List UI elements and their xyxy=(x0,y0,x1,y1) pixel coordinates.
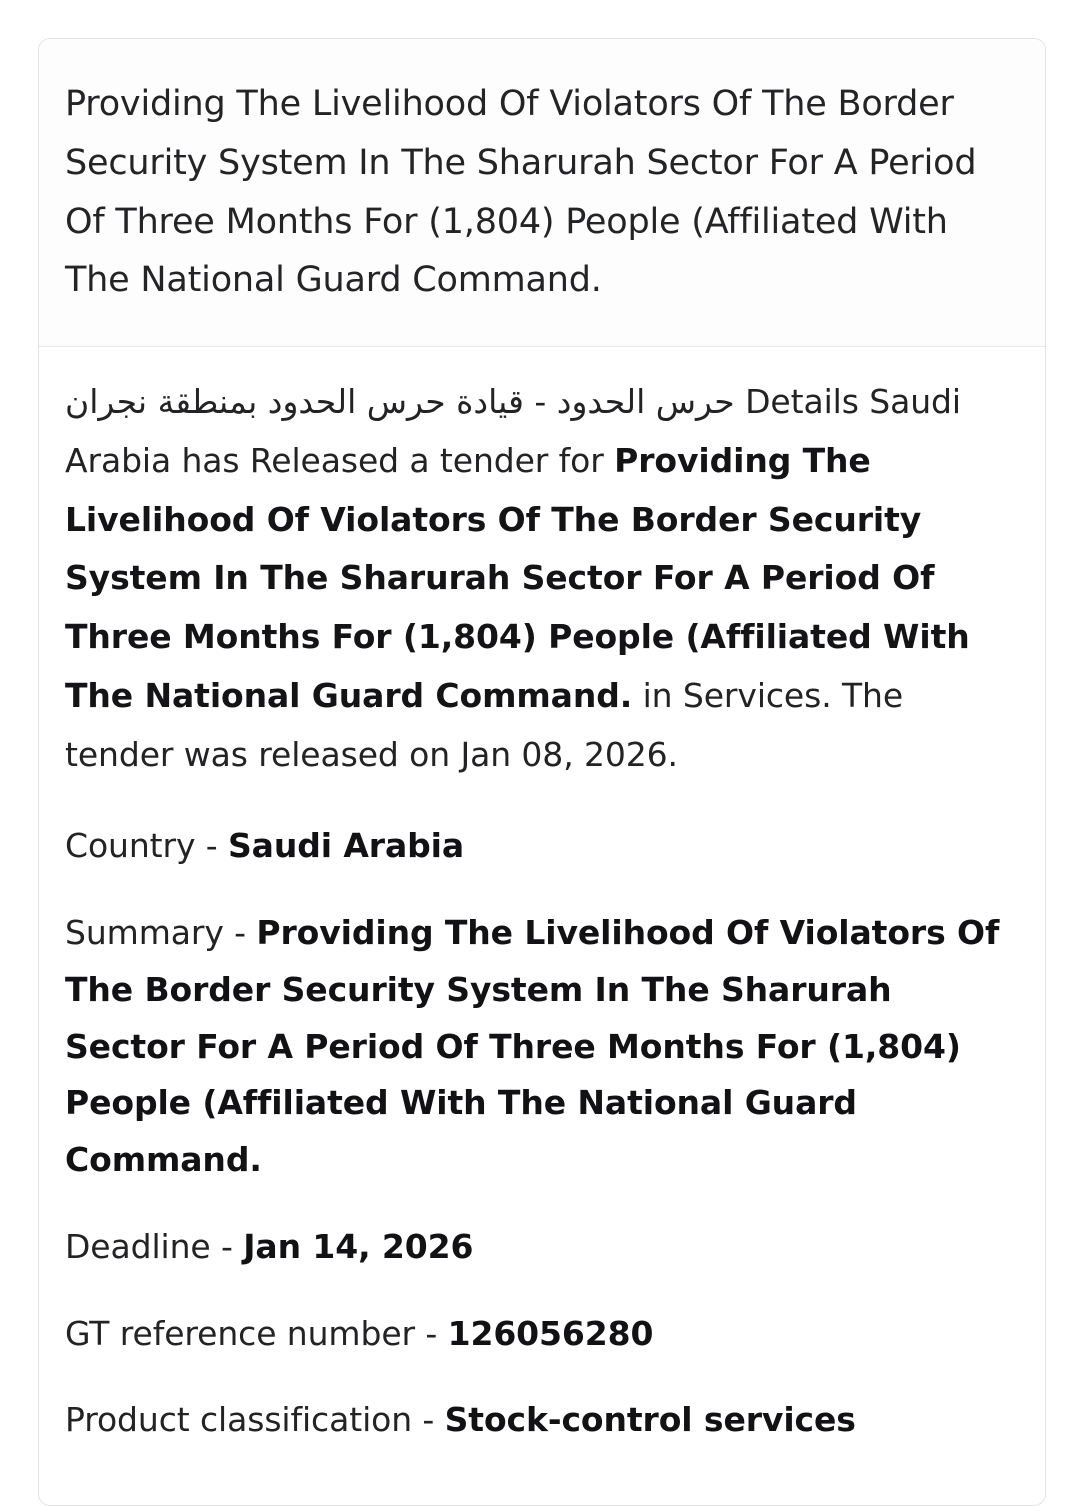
card-body xyxy=(39,347,1045,1505)
details-lead-middle: in Services. The tender was released on xyxy=(65,675,904,774)
details-lead-prefix: Details Saudi Arabia has Released a tender for xyxy=(65,382,961,480)
field-country xyxy=(65,818,1019,875)
card-header xyxy=(39,39,1045,347)
details-paragraph xyxy=(65,373,1019,784)
field-product-classification xyxy=(65,1392,1019,1449)
field-deadline-label: Deadline - xyxy=(65,1226,233,1266)
field-product-classification-label: Product classification - xyxy=(65,1400,435,1440)
field-gt-reference-number xyxy=(65,1306,1019,1363)
details-tender-name: Providing The Livelihood Of Violators Of The Border Security System In The Sharurah Sector For A Period Of Three Months For (1,804) People (Affiliated With The National Guard Command. xyxy=(65,440,970,715)
field-country-label: Country - xyxy=(65,826,218,866)
page-title: Providing The Livelihood Of Violators Of The Border Security System In The Sharurah Sector For A Period Of Three Months For (1,804) People (Affiliated With The National Guard Command. xyxy=(65,84,977,301)
field-product-classification-value: Stock-control services xyxy=(444,1400,856,1440)
field-summary-label: Summary - xyxy=(65,913,246,953)
tender-card xyxy=(38,38,1046,1506)
field-deadline-value: Jan 14, 2026 xyxy=(243,1226,474,1266)
field-gt-reference-number-value: 126056280 xyxy=(447,1313,654,1353)
field-summary-value: Providing The Livelihood Of Violators Of The Border Security System In The Sharurah Sector For A Period Of Three Months For (1,804) People (Affiliated With The National Guard Command. xyxy=(65,913,1000,1180)
field-gt-reference-number-label: GT reference number - xyxy=(65,1313,438,1353)
details-release-date: Jan 08, 2026. xyxy=(460,734,678,774)
field-deadline xyxy=(65,1219,1019,1276)
field-summary xyxy=(65,905,1019,1189)
arabic-authority-text: حرس الحدود - قيادة حرس الحدود بمنطقة نجران xyxy=(65,382,735,422)
field-country-value: Saudi Arabia xyxy=(228,826,465,866)
